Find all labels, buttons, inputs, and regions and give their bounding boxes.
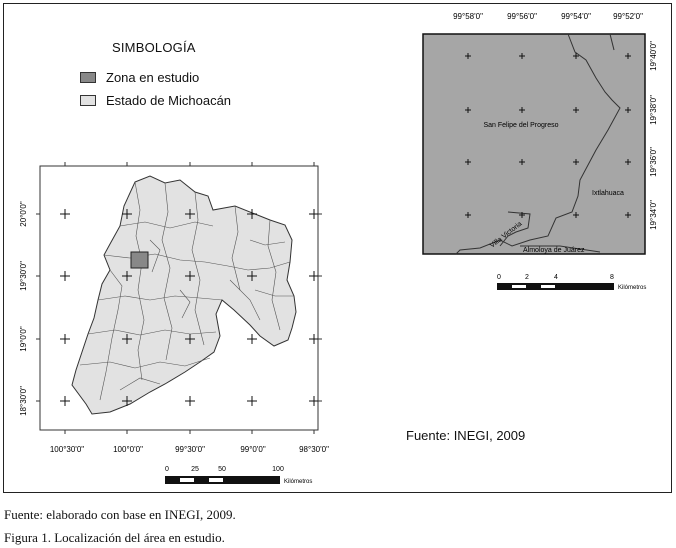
- legend-title: SIMBOLOGÍA: [112, 40, 196, 55]
- main-map-x-tick: 100°30'0": [49, 445, 85, 454]
- inset-map: [423, 12, 658, 291]
- inset-x-tick: 99°54'0": [561, 12, 591, 21]
- main-map-x-tick: 100°0'0": [113, 445, 143, 454]
- main-map-scale-bar: [165, 466, 312, 485]
- inset-scale-tick: 0: [497, 274, 501, 281]
- inset-scale-tick: 8: [610, 274, 614, 281]
- inset-source-note: Fuente: INEGI, 2009: [406, 428, 526, 443]
- main-scale-tick: 0: [165, 466, 169, 473]
- main-scale-tick: 100: [272, 466, 284, 473]
- place-label: Ixtlahuaca: [592, 190, 624, 197]
- inset-scale-unit: Kilómetros: [618, 285, 647, 291]
- inset-y-tick: 19°36'0": [649, 147, 658, 177]
- legend-label-study-zone: Zona en estudio: [106, 70, 200, 85]
- main-map-y-tick: 18°30'0": [19, 386, 28, 416]
- main-map-x-tick: 98°30'0": [299, 445, 329, 454]
- study-zone-marker: [131, 252, 148, 268]
- inset-scale-tick: 2: [525, 274, 529, 281]
- inset-y-tick: 19°34'0": [649, 200, 658, 230]
- inset-y-tick: 19°38'0": [649, 95, 658, 125]
- place-label: Almoloya de Juárez: [523, 247, 585, 254]
- main-map-y-tick: 19°30'0": [19, 261, 28, 291]
- inset-map-frame: [423, 34, 645, 254]
- inset-x-tick: 99°52'0": [613, 12, 643, 21]
- figure-source-caption: Fuente: elaborado con base en INEGI, 2009.: [4, 507, 236, 522]
- inset-x-tick: 99°58'0": [453, 12, 483, 21]
- inset-scale-tick: 4: [554, 274, 558, 281]
- place-label: San Felipe del Progreso: [483, 122, 559, 129]
- main-map-x-tick: 99°30'0": [175, 445, 205, 454]
- main-scale-tick: 50: [218, 466, 226, 473]
- main-map-y-tick: 19°0'0": [19, 326, 28, 352]
- main-scale-unit: Kilómetros: [284, 479, 313, 485]
- inset-scale-bar: [497, 274, 646, 291]
- place-label: Villa Victoria: [488, 220, 524, 250]
- inset-x-tick: 99°56'0": [507, 12, 537, 21]
- main-scale-tick: 25: [191, 466, 199, 473]
- main-map-x-tick: 99°0'0": [240, 445, 266, 454]
- figure-caption: Figura 1. Localización del área en estudio.: [4, 530, 225, 545]
- inset-y-tick: 19°40'0": [649, 41, 658, 71]
- main-map-y-tick: 20°0'0": [19, 201, 28, 227]
- legend-label-state: Estado de Michoacán: [106, 93, 232, 108]
